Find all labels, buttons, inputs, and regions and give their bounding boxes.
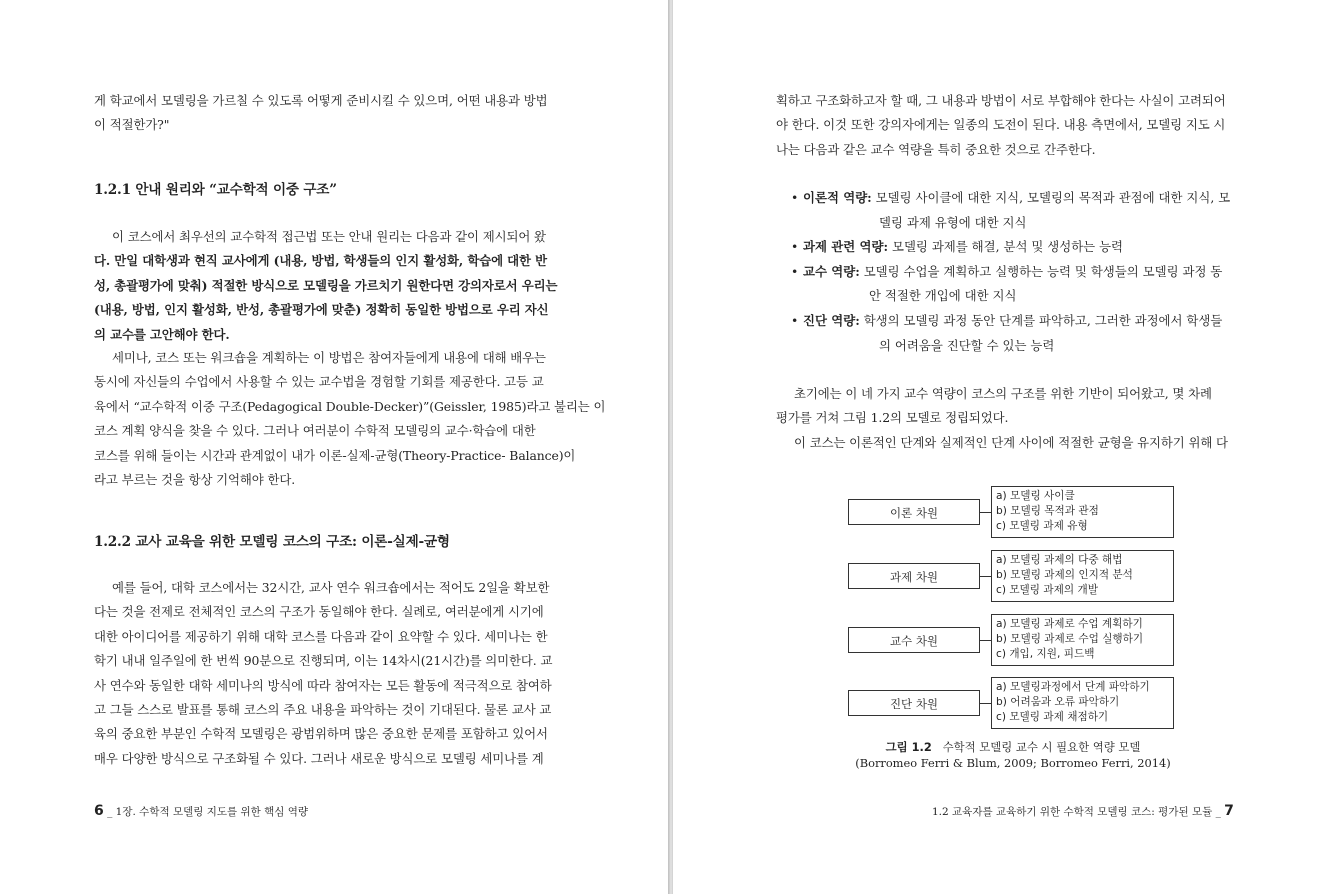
dimension-item: a) 모델링과정에서 단계 파악하기: [996, 681, 1150, 693]
competence-desc: 모델링 수업을 계획하고 실행하는 능력 및 학생들의 모델링 과정 동: [859, 263, 1223, 279]
figure-label: 그림 1.2: [885, 740, 932, 754]
intro-paragraph: [94, 89, 568, 138]
competence-desc: 모델링 과제를 해결, 분석 및 생성하는 능력: [888, 239, 1124, 255]
bullet-icon: •: [791, 263, 799, 279]
dimension-box: 진단 차원: [848, 690, 980, 716]
competence-term: 이론적 역량:: [803, 190, 872, 205]
dimension-item: b) 모델링 과제로 수업 실행하기: [996, 633, 1144, 645]
text-line: 나는 다음과 같은 교수 역량을 특히 중요한 것으로 간주한다.: [776, 141, 1096, 157]
list-item: [791, 235, 1251, 260]
list-item: [791, 260, 1251, 309]
text-line: 코스를 위해 들이는 시간과 관계없이 내가 이론-실제-균형(Theory-Practice- Balance)이: [94, 447, 576, 463]
right-page-footer: [932, 803, 1234, 819]
dimension-box: 이론 차원: [848, 499, 980, 525]
competence-model-diagram: [848, 486, 1178, 732]
dimension-items-box: [991, 550, 1174, 602]
text-line: 의 교수를 고안해야 한다.: [94, 326, 230, 342]
bullet-icon: •: [791, 190, 799, 205]
dimension-item: a) 모델링 과제로 수업 계획하기: [996, 618, 1143, 630]
section-heading-1-2-2: 1.2.2 교사 교육을 위한 모델링 코스의 구조: 이론-실제-균형: [94, 534, 450, 550]
section-heading-1-2-1: 1.2.1 안내 원리와 “교수학적 이중 구조”: [94, 182, 337, 198]
text-line: 코스 계획 양식을 찾을 수 있다. 그러나 여러분이 수학적 모델링의 교수·학습에 대한: [94, 423, 536, 439]
text-line: 이 코스는 이론적인 단계와 실제적인 단계 사이에 적절한 균형을 유지하기 위해 다: [794, 434, 1228, 450]
left-page: [0, 0, 668, 894]
left-page-footer: [94, 803, 308, 819]
dimension-item: b) 모델링 과제의 인지적 분석: [996, 569, 1133, 581]
paragraph-model-basis: [776, 382, 1250, 455]
competence-term: 진단 역량:: [803, 312, 860, 328]
text-line: 이 코스에서 최우선의 교수학적 접근법 또는 안내 원리는 다음과 같이 제시되어 왔: [112, 229, 546, 244]
text-line: (내용, 방법, 인지 활성화, 반성, 총괄평가에 맞춘) 정확히 동일한 방법으로 우리 자신: [94, 302, 549, 318]
text-line: 초기에는 이 네 가지 교수 역량이 코스의 구조를 위한 기반이 되어왔고, 몇 차례: [794, 386, 1212, 401]
text-line: 세미나, 코스 또는 워크숍을 계획하는 이 방법은 참여자들에게 내용에 대해 배우는: [112, 350, 546, 365]
bullet-icon: •: [791, 312, 799, 328]
text-line: 야 한다. 이것 또한 강의자에게는 일종의 도전이 된다. 내용 측면에서, 모델링 지도 시: [776, 117, 1226, 133]
text-line: 대한 아이디어를 제공하기 위해 대학 코스를 다음과 같이 요약할 수 있다. 세미나는 한: [94, 628, 548, 644]
competence-desc-cont: 안 적절한 개입에 대한 지식: [869, 288, 1017, 304]
text-line: 라고 부르는 것을 항상 기억해야 한다.: [94, 472, 296, 488]
list-item: [791, 309, 1251, 358]
text-line: 매우 다양한 방식으로 구조화될 수 있다. 그러나 새로운 방식으로 모델링 세미나를 계: [94, 750, 544, 766]
competence-term: 교수 역량:: [803, 263, 860, 279]
running-footer: _ 1장. 수학적 모델링 지도를 위한 핵심 역량: [107, 806, 309, 818]
text-line: 고 그들 스스로 발표를 통해 코스의 주요 내용을 파악하는 것이 기대된다. 물론 교사 교: [94, 702, 552, 718]
text-line: 사 연수와 동일한 대학 세미나의 방식에 따라 참여자는 모든 활동에 적극적으로 참여하: [94, 677, 552, 693]
text-line: 동시에 자신들의 수업에서 사용할 수 있는 교수법을 경험할 기회를 제공한다. 고등 교: [94, 374, 544, 390]
dimension-items-box: [991, 486, 1174, 538]
text-line: 육의 중요한 부분인 수학적 모델링은 광범위하며 많은 중요한 문제를 포함하고 있어서: [94, 726, 548, 742]
competence-desc-cont: 델링 과제 유형에 대한 지식: [879, 214, 1027, 230]
dimension-item: c) 모델링 과제 유형: [996, 520, 1088, 532]
dimension-box: 교수 차원: [848, 627, 980, 653]
text-line: 평가를 거쳐 그림 1.2의 모델로 정립되었다.: [776, 410, 1009, 426]
text-line: 다. 만일 대학생과 현직 교사에게 (내용, 방법, 학생들의 인지 활성화, 학습에 대한 반: [94, 253, 548, 269]
dimension-item: c) 개입, 지원, 피드백: [996, 648, 1095, 660]
caption-source: (Borromeo Ferri & Blum, 2009; Borromeo Ferri, 2014): [855, 756, 1171, 770]
competence-desc: 모델링 사이클에 대한 지식, 모델링의 목적과 관점에 대한 지식, 모: [871, 190, 1231, 205]
competence-desc: 학생의 모델링 과정 동안 단계를 파악하고, 그러한 과정에서 학생들: [859, 312, 1223, 328]
text-line: 학기 내내 일주일에 한 번씩 90분으로 진행되며, 이는 14차시(21시간)를 의미한다. 교: [94, 653, 553, 669]
page-number: 6: [94, 803, 104, 819]
paragraph-guiding-principle: [94, 225, 568, 347]
dimension-item: a) 모델링 과제의 다중 해법: [996, 554, 1123, 566]
caption-title-line: [848, 739, 1178, 755]
page-number: 7: [1224, 803, 1234, 819]
text-line: 게 학교에서 모델링을 가르칠 수 있도록 어떻게 준비시킬 수 있으며, 어떤 내용과 방법: [94, 93, 548, 108]
dimension-items-box: [991, 677, 1174, 729]
text-line: 예를 들어, 대학 코스에서는 32시간, 교사 연수 워크숍에서는 적어도 2일을 확보한: [112, 580, 550, 595]
competence-desc-cont: 의 어려움을 진단할 수 있는 능력: [879, 337, 1055, 353]
text-line: 이 적절한가?": [94, 117, 170, 133]
dimension-item: c) 모델링 과제 채점하기: [996, 711, 1109, 723]
dimension-item: c) 모델링 과제의 개발: [996, 584, 1098, 596]
list-item: [791, 186, 1251, 235]
text-line: 다는 것을 전제로 전체적인 코스의 구조가 동일해야 한다. 실례로, 여러분에게 시기에: [94, 604, 544, 620]
running-footer: 1.2 교육자를 교육하기 위한 수학적 모델링 코스: 평가된 모듈 _: [932, 806, 1221, 818]
paragraph-continuation: [776, 89, 1250, 162]
caption-title: 수학적 모델링 교수 시 필요한 역량 모델: [942, 740, 1141, 754]
text-line: 성, 총괄평가에 맞춰) 적절한 방식으로 모델링을 가르치기 원한다면 강의자로서 우리는: [94, 277, 558, 293]
competence-list: [791, 186, 1251, 358]
competence-term: 과제 관련 역량:: [803, 239, 889, 255]
dimension-item: a) 모델링 사이클: [996, 490, 1075, 502]
text-line: 육에서 “교수학적 이중 구조(Pedagogical Double-Decker)”(Geissler, 1985)라고 불리는 이: [94, 398, 606, 414]
dimension-box: 과제 차원: [848, 563, 980, 589]
dimension-item: b) 어려움과 오류 파악하기: [996, 696, 1120, 708]
paragraph-seminar-planning: [94, 346, 606, 492]
bullet-icon: •: [791, 239, 799, 255]
figure-caption: [848, 739, 1178, 771]
text-line: 획하고 구조화하고자 할 때, 그 내용과 방법이 서로 부합해야 한다는 사실이 고려되어: [776, 93, 1226, 108]
dimension-items-box: [991, 614, 1174, 666]
dimension-item: b) 모델링 목적과 관점: [996, 505, 1099, 517]
paragraph-course-structure: [94, 576, 568, 771]
